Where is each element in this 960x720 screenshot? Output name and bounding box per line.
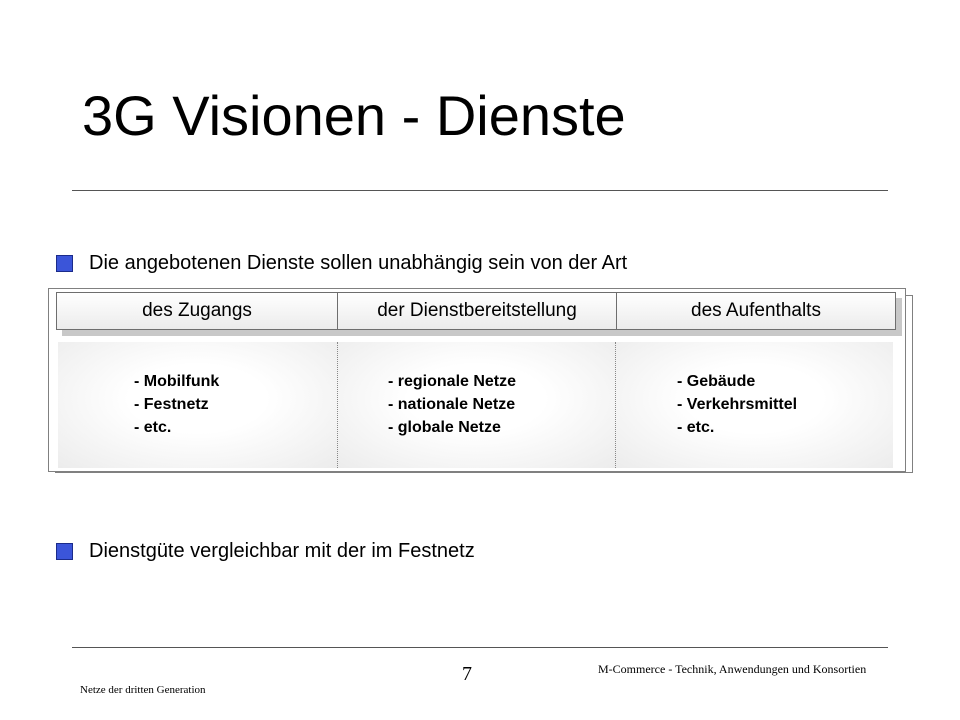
list-item: - globale Netze [388,419,501,436]
footer-divider [72,647,888,648]
bullet-item-2 [56,538,475,564]
column-access [58,342,337,468]
bullet-item-1 [56,250,627,276]
list-item: - nationale Netze [388,396,516,413]
header-service-provision: der Dienstbereitstellung [337,293,616,329]
page-number: 7 [462,663,472,685]
bullet-text: Dienstgüte vergleichbar mit der im Festnetz [89,539,475,562]
header-location: des Aufenthalts [616,293,895,329]
header-access: des Zugangs [142,300,252,321]
list-item: - regionale Netze [388,373,517,390]
list-item: - Festnetz [134,396,209,413]
slide-title: 3G Visionen - Dienste [82,84,626,147]
column-location [615,342,893,468]
list-item: - etc. [677,419,715,436]
square-bullet-icon [56,543,73,560]
square-bullet-icon [56,255,73,272]
bullet-text: Die angebotenen Dienste sollen unabhängig sein von der Art [89,251,628,274]
table-header [56,292,896,330]
footer-course-title: M-Commerce - Technik, Anwendungen und Konsortien [598,662,867,676]
column-service-provision [337,342,615,468]
title-divider [72,190,888,191]
list-item: - Mobilfunk [134,373,220,390]
list-item: - etc. [134,419,172,436]
list-item: - Verkehrsmittel [677,396,798,413]
footer-chapter-title: Netze der dritten Generation [80,684,206,696]
list-item: - Gebäude [677,373,756,390]
